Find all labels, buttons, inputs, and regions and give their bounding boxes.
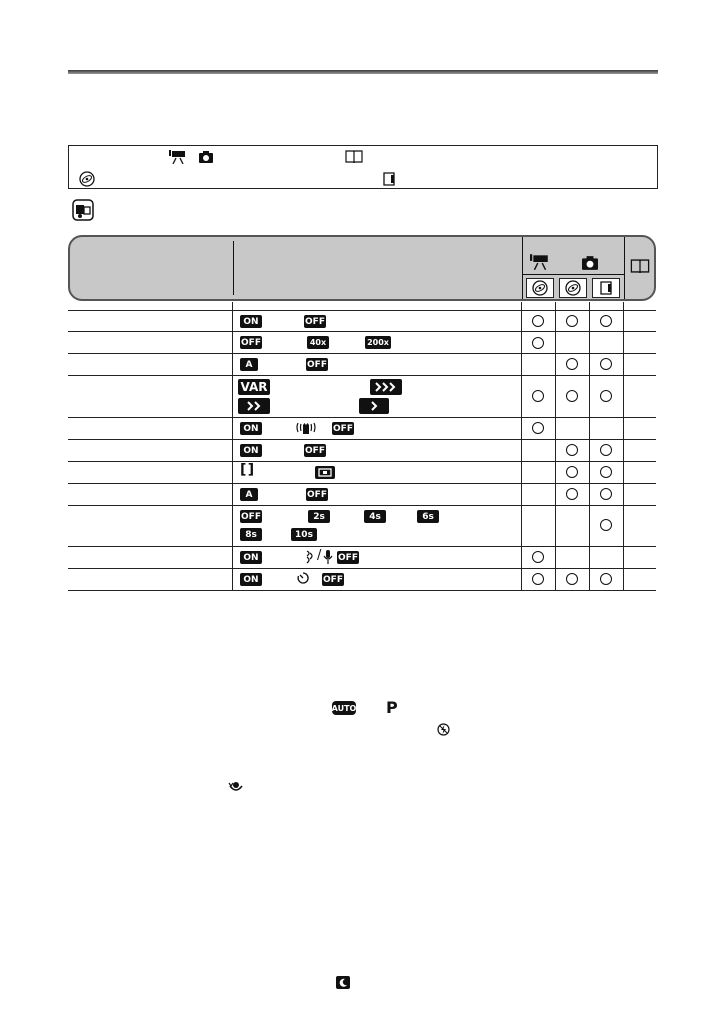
availability-mark <box>566 466 578 478</box>
availability-mark <box>600 519 612 531</box>
availability-mark <box>566 315 578 327</box>
card-icon <box>600 281 612 295</box>
availability-mark <box>600 390 612 402</box>
card-icon <box>383 172 395 186</box>
off-chip: OFF <box>338 552 358 563</box>
availability-mark <box>600 573 612 585</box>
movie-camera-icon <box>169 150 187 164</box>
off-chip: OFF <box>241 337 261 348</box>
off-chip: OFF <box>305 445 325 456</box>
table-header <box>68 235 656 301</box>
availability-mark <box>600 488 612 500</box>
auto-chip: A <box>240 358 258 371</box>
zoom-200-chip: 200x <box>365 336 391 349</box>
interval-4s-chip: 4s <box>364 510 386 523</box>
disc-icon <box>565 280 581 296</box>
shutter-mid-chip <box>238 398 270 414</box>
availability-mark <box>566 573 578 585</box>
interval-2s-chip: 2s <box>308 510 330 523</box>
night-icon <box>336 976 350 989</box>
hand-shake-icon <box>296 420 316 435</box>
availability-mark <box>532 337 544 349</box>
availability-mark <box>566 358 578 370</box>
no-flash-icon <box>437 723 450 736</box>
auto-mode-chip: AUTO <box>332 701 356 715</box>
off-chip: OFF <box>333 423 353 434</box>
microphone-icon <box>323 549 333 565</box>
availability-mark <box>566 488 578 500</box>
on-chip: ON <box>240 315 262 328</box>
top-rule <box>68 70 658 74</box>
self-timer-icon <box>296 571 310 585</box>
availability-mark <box>532 551 544 563</box>
availability-mark <box>532 390 544 402</box>
on-chip: ON <box>240 444 262 457</box>
var-chip: VAR <box>238 379 270 395</box>
availability-mark <box>532 573 544 585</box>
wind-icon <box>306 549 316 565</box>
disc-icon <box>79 171 95 187</box>
disc-cell <box>526 278 554 298</box>
camcorder-menu-icon <box>72 199 94 221</box>
slash-separator: / <box>317 548 322 563</box>
availability-mark <box>600 466 612 478</box>
off-chip: OFF <box>305 316 325 327</box>
auto-chip: A <box>240 488 258 501</box>
availability-mark <box>600 315 612 327</box>
disc-cell <box>559 278 587 298</box>
availability-mark <box>532 315 544 327</box>
shutter-fast-chip <box>370 379 402 395</box>
availability-mark <box>566 444 578 456</box>
availability-mark <box>566 390 578 402</box>
book-icon <box>345 150 363 163</box>
info-box <box>68 145 658 189</box>
on-chip: ON <box>240 422 262 435</box>
photo-camera-icon <box>199 151 213 163</box>
on-chip: ON <box>240 551 262 564</box>
on-chip: ON <box>240 573 262 586</box>
card-cell <box>592 278 620 298</box>
interval-8s-chip: 8s <box>240 528 262 541</box>
availability-mark <box>532 422 544 434</box>
shutter-slow-chip <box>359 398 389 414</box>
photo-camera-icon <box>582 256 598 270</box>
interval-10s-chip: 10s <box>291 528 317 541</box>
off-chip: OFF <box>307 489 327 500</box>
book-icon <box>630 259 650 273</box>
program-mode-label: P <box>386 698 398 717</box>
interval-6s-chip: 6s <box>417 510 439 523</box>
availability-mark <box>600 444 612 456</box>
movie-camera-icon <box>530 254 550 270</box>
wide-af-frame-icon: [ ] <box>240 462 255 478</box>
center-af-frame-chip <box>315 466 335 479</box>
zoom-40-chip: 40x <box>307 336 329 349</box>
disc-icon <box>532 280 548 296</box>
off-chip: OFF <box>307 359 327 370</box>
off-chip: OFF <box>241 511 261 522</box>
stabilizer-icon <box>228 780 244 792</box>
off-chip: OFF <box>323 574 343 585</box>
availability-mark <box>600 358 612 370</box>
